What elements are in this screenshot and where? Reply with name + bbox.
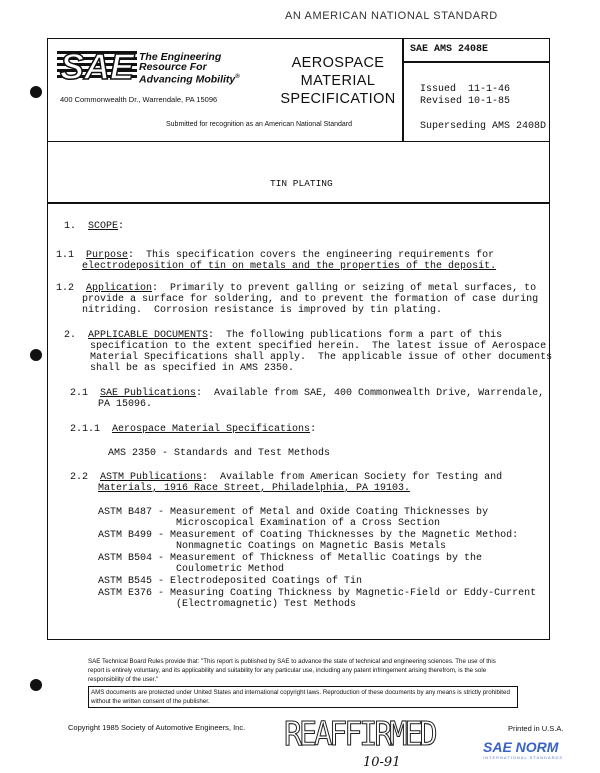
superseding-note: Superseding AMS 2408D: [420, 121, 547, 132]
body-line: 2. APPLICABLE DOCUMENTS: The following publications form a part of this: [64, 330, 503, 341]
body-line: ASTM B504 - Measurement of Thickness of Metallic Coatings by the: [98, 553, 483, 564]
revised-label: Revised: [420, 96, 463, 107]
submitted-note: Submitted for recognition as an American National Standard: [166, 121, 352, 128]
body-line: shall be as specified in AMS 2350.: [90, 363, 295, 374]
tagline-line: Advancing Mobility®: [139, 73, 240, 86]
body-line: Material Specifications shall apply. The applicable issue of other documents: [90, 352, 553, 363]
handwritten-date: 10-91: [363, 755, 401, 770]
body-line: ASTM B487 - Measurement of Metal and Oxide Coating Thicknesses by: [98, 507, 489, 518]
body-line: ASTM B499 - Measurement of Coating Thicknesses by the Magnetic Method:: [98, 530, 519, 541]
sae-tagline: [139, 52, 240, 85]
body-line: provide a surface for soldering, and to prevent the formation of case during: [82, 294, 539, 305]
underlined-heading: Materials, 1916 Race Street, Philadelphia, PA 19103.: [98, 483, 411, 494]
body-line: 1.2 Application: Primarily to prevent galling or seizing of metal surfaces, to: [56, 283, 537, 294]
document-type-title: [264, 54, 412, 108]
underlined-heading: Purpose: [86, 250, 129, 261]
underlined-heading: Aerospace Material Specifications: [112, 424, 311, 435]
body-line: ASTM B545 - Electrodeposited Coatings of Tin: [98, 576, 363, 587]
revised-date: 10-1-85: [468, 96, 511, 107]
title-line: MATERIAL: [300, 73, 376, 89]
document-title: TIN PLATING: [270, 178, 333, 189]
printed-in: Printed in U.S.A.: [508, 724, 564, 733]
title-line: SPECIFICATION: [280, 91, 396, 107]
header-divider: [402, 61, 550, 63]
issued-date: 11-1-46: [468, 84, 511, 95]
copyright-law-notice: AMS documents are protected under United States and international copyright laws. Reproduction of these documents by any means is strictly prohibited without the written consent of the publisher.: [88, 686, 518, 708]
body-line: [98, 483, 410, 494]
body-line: specification to the extent specified herein. The latest issue of Aerospace: [90, 341, 547, 352]
sae-logo: [57, 47, 137, 85]
punch-hole: [30, 86, 42, 98]
body-line: 2.1 SAE Publications: Available from SAE, 400 Commonwealth Drive, Warrendale,: [70, 388, 545, 399]
body-line: 1. SCOPE:: [64, 221, 125, 232]
tagline-line: The Engineering: [139, 51, 222, 63]
underlined-heading: ASTM Publications: [100, 472, 203, 483]
body-line: Nonmagnetic Coatings on Magnetic Basis Metals: [176, 541, 447, 552]
underlined-heading: Application: [86, 283, 153, 294]
board-rules-notice: SAE Technical Board Rules provide that: "This report is published by SAE to advance the state of technical and engineering sciences. The use of this report is entirely voluntary, and its applicability and suitability for any particular use, including any patent infringement arising therefrom, is the sole responsibility of the user.": [88, 658, 496, 683]
punch-hole: [30, 679, 42, 691]
body-line: ASTM E376 - Measuring Coating Thickness by Magnetic-Field or Eddy-Current: [98, 588, 537, 599]
body-line: Coulometric Method: [176, 564, 285, 575]
underlined-heading: electrodeposition of tin on metals and the properties of the deposit.: [82, 261, 497, 272]
body-line: 2.2 ASTM Publications: Available from American Society for Testing and: [70, 472, 503, 483]
document-number: SAE AMS 2408E: [410, 44, 489, 55]
sae-address: 400 Commonwealth Dr., Warrendale, PA 15096: [60, 95, 218, 104]
body-line: 2.1.1 Aerospace Material Specifications:: [70, 424, 317, 435]
body-line: (Electromagnetic) Test Methods: [176, 599, 357, 610]
svg-text:SAE: SAE: [59, 47, 135, 85]
body-line: 1.1 Purpose: This specification covers the engineering requirements for: [56, 250, 495, 261]
watermark-text: SAE NORM: [483, 739, 559, 755]
tagline-line: Resource For: [139, 61, 207, 73]
title-line: AEROSPACE: [291, 55, 385, 71]
watermark-subtext: INTERNATIONAL STANDARDS: [483, 755, 564, 760]
body-line: nitriding. Corrosion resistance is improved by tin plating.: [82, 305, 443, 316]
registered-mark: ®: [235, 74, 240, 80]
underlined-heading: APPLICABLE DOCUMENTS: [88, 330, 209, 341]
punch-hole: [30, 349, 42, 361]
title-rule: [48, 202, 549, 204]
sae-norm-watermark: [483, 739, 563, 760]
copyright-line: Copyright 1985 Society of Automotive Engineers, Inc.: [68, 723, 246, 732]
body-line: PA 15096.: [98, 399, 153, 410]
issued-label: Issued: [420, 84, 457, 95]
body-line: [82, 261, 496, 272]
reaffirmed-stamp: REAFFIRMED: [284, 715, 435, 754]
issue-dates: [420, 84, 510, 108]
american-national-standard-notice: AN AMERICAN NATIONAL STANDARD: [285, 10, 498, 22]
underlined-heading: SCOPE: [88, 221, 119, 232]
body-line: Microscopical Examination of a Cross Section: [176, 518, 441, 529]
body-line: AMS 2350 - Standards and Test Methods: [108, 448, 331, 459]
underlined-heading: SAE Publications: [100, 388, 197, 399]
